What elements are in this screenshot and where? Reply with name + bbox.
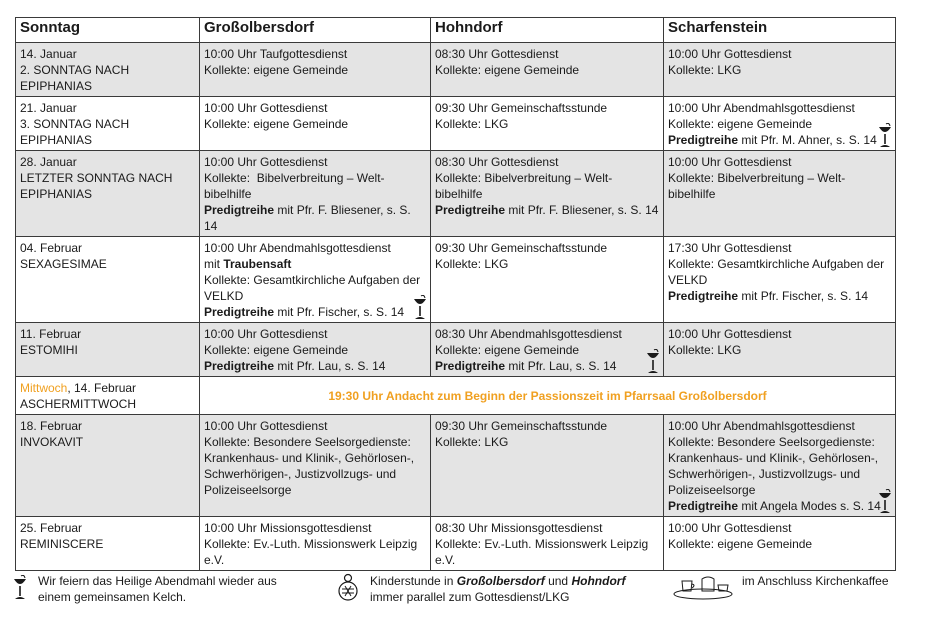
header-scharfenstein: Scharfenstein: [664, 18, 896, 43]
sunday-cell: [16, 323, 200, 377]
service-line: Kollekte: LKG: [435, 257, 509, 271]
service-line: 17:30 Uhr Gottesdienst: [668, 241, 792, 255]
schedule-row: [16, 415, 896, 517]
service-cell: [664, 415, 896, 517]
kids-and: und: [544, 574, 572, 588]
sunday-cell: [16, 415, 200, 517]
schedule-row: [16, 517, 896, 571]
sunday-cell: [16, 377, 200, 415]
predigt-text: mit Pfr. F. Bliesener, s. S. 14: [204, 203, 415, 233]
predigt-text: mit Pfr. Lau, s. S. 14: [277, 359, 386, 373]
legend: [0, 573, 925, 623]
service-line: 10:00 Uhr Gottesdienst: [204, 101, 328, 115]
predigt-line: [668, 498, 891, 514]
service-line: 10:00 Uhr Gottesdienst: [204, 155, 328, 169]
sunday-cell: [16, 517, 200, 571]
service-cell: [431, 415, 664, 517]
service-date: 04. Februar: [20, 241, 83, 255]
sunday-cell: [16, 43, 200, 97]
predigt-text: mit Pfr. M. Ahner, s. S. 14: [741, 133, 877, 147]
predigt-line: [204, 304, 426, 320]
service-line: Kollekte: Ev.-Luth. Missionswerk Leipzig e.V.: [435, 537, 652, 567]
service-line: Kollekte: Bibelverbreitung – Welt-bibelhilfe: [668, 171, 846, 201]
service-cell: [664, 517, 896, 571]
service-cell: [431, 43, 664, 97]
coffee-icon: [672, 573, 734, 601]
service-line: 10:00 Uhr Gottesdienst: [668, 327, 792, 341]
service-line: 08:30 Uhr Abendmahlsgottesdienst: [435, 327, 622, 341]
service-line: [204, 256, 426, 272]
predigt-label: Predigtreihe: [435, 359, 506, 373]
service-line: 08:30 Uhr Missionsgottesdienst: [435, 521, 603, 535]
service-line: 10:00 Uhr Gottesdienst: [668, 521, 792, 535]
legend-chalice-line2: einem gemeinsamen Kelch.: [38, 590, 187, 604]
midweek-date: , 14. Februar: [67, 381, 137, 395]
predigt-label: Predigtreihe: [668, 289, 739, 303]
service-cell: [431, 237, 664, 323]
service-cell: [431, 323, 664, 377]
predigt-line: [204, 358, 426, 374]
legend-kids-line2: immer parallel zum Gottesdienst/LKG: [370, 590, 570, 604]
service-line: Kollekte: Gesamtkirchliche Aufgaben der VELKD: [204, 273, 424, 303]
service-date: 11. Februar: [20, 327, 82, 341]
service-line: Kollekte: LKG: [668, 343, 742, 357]
header-hohndorf: Hohndorf: [431, 18, 664, 43]
midweek-day: Mittwoch: [20, 381, 68, 395]
service-cell: [431, 517, 664, 571]
sunday-name: 3. SONNTAG NACH EPIPHANIAS: [20, 117, 133, 147]
header-grossolbersdorf: Großolbersdorf: [200, 18, 431, 43]
predigt-label: Predigtreihe: [668, 499, 739, 513]
service-line: 10:00 Uhr Gottesdienst: [204, 419, 328, 433]
sunday-name: LETZTER SONNTAG NACH EPIPHANIAS: [20, 171, 176, 201]
service-cell: [664, 43, 896, 97]
extra-prefix: mit: [204, 257, 224, 271]
service-line: Kollekte: eigene Gemeinde: [204, 63, 349, 77]
chalice-icon: [877, 489, 893, 515]
service-line: Kollekte: eigene Gemeinde: [435, 343, 580, 357]
service-line: Kollekte: eigene Gemeinde: [204, 117, 349, 131]
predigt-text: mit Pfr. Fischer, s. S. 14: [741, 289, 869, 303]
schedule-row: [16, 97, 896, 151]
service-line: Kollekte: Bibelverbreitung – Welt-bibelhilfe: [204, 171, 385, 201]
predigt-text: mit Angela Modes s. S. 14: [741, 499, 881, 513]
service-cell: [200, 151, 431, 237]
schedule-row: [16, 323, 896, 377]
predigt-line: [435, 358, 659, 374]
header-row: [16, 18, 896, 43]
service-line: 10:00 Uhr Abendmahlsgottesdienst: [204, 241, 391, 255]
service-date: 25. Februar: [20, 521, 83, 535]
predigt-label: Predigtreihe: [204, 203, 275, 217]
predigt-label: Predigtreihe: [204, 305, 275, 319]
service-line: 10:00 Uhr Gottesdienst: [668, 155, 792, 169]
service-line: 10:00 Uhr Taufgottesdienst: [204, 47, 348, 61]
service-cell: [664, 97, 896, 151]
chalice-icon: [877, 123, 893, 149]
sunday-name: 2. SONNTAG NACH EPIPHANIAS: [20, 63, 133, 93]
service-cell: [200, 323, 431, 377]
service-line: 09:30 Uhr Gemeinschaftsstunde: [435, 419, 608, 433]
service-schedule-table: [15, 17, 896, 571]
predigt-text: mit Pfr. Fischer, s. S. 14: [277, 305, 405, 319]
chalice-icon: [412, 295, 428, 321]
extra-bold: Traubensaft: [223, 257, 292, 271]
legend-kids-line1: [370, 573, 625, 589]
service-date: 21. Januar: [20, 101, 77, 115]
sunday-cell: [16, 151, 200, 237]
service-line: Kollekte: Bibelverbreitung – Welt-bibelhilfe: [435, 171, 613, 201]
service-line: 10:00 Uhr Gottesdienst: [668, 47, 792, 61]
kids-prefix: Kinderstunde in: [370, 574, 457, 588]
service-cell: [200, 237, 431, 323]
sunday-cell: [16, 97, 200, 151]
service-line: Kollekte: Besondere Seelsorgedienste: Krankenhaus- und Klinik-, Gehörlosen-, Schwerhörigen-, Justizvollzugs- und Polizeiseelsorge: [668, 435, 882, 497]
legend-chalice-line1: Wir feiern das Heilige Abendmahl wieder aus: [38, 574, 277, 588]
service-line: Kollekte: eigene Gemeinde: [204, 343, 349, 357]
sunday-name: ESTOMIHI: [20, 343, 78, 357]
predigt-label: Predigtreihe: [204, 359, 275, 373]
service-line: Kollekte: eigene Gemeinde: [668, 537, 813, 551]
service-line: Kollekte: eigene Gemeinde: [435, 63, 580, 77]
service-line: 09:30 Uhr Gemeinschaftsstunde: [435, 241, 608, 255]
schedule-row: [16, 151, 896, 237]
predigt-text: mit Pfr. Lau, s. S. 14: [508, 359, 617, 373]
service-line: Kollekte: Gesamtkirchliche Aufgaben der VELKD: [668, 257, 888, 287]
predigt-line: [668, 132, 891, 148]
legend-coffee-text: im Anschluss Kirchenkaffee: [742, 574, 889, 588]
service-line: 08:30 Uhr Gottesdienst: [435, 155, 559, 169]
service-line: 10:00 Uhr Abendmahlsgottesdienst: [668, 101, 855, 115]
service-line: Kollekte: LKG: [435, 435, 509, 449]
predigt-text: mit Pfr. F. Bliesener, s. S. 14: [508, 203, 659, 217]
service-cell: [431, 151, 664, 237]
service-line: Kollekte: Besondere Seelsorgedienste: Krankenhaus- und Klinik-, Gehörlosen-, Schwerhörigen-, Justizvollzugs- und Polizeiseelsorge: [204, 435, 418, 497]
service-line: 10:00 Uhr Gottesdienst: [204, 327, 328, 341]
service-line: Kollekte: eigene Gemeinde: [668, 117, 813, 131]
predigt-line: [435, 202, 659, 218]
service-line: Kollekte: LKG: [668, 63, 742, 77]
header-sonntag: Sonntag: [16, 18, 200, 43]
predigt-line: [204, 202, 426, 234]
kids-place-1: Großolbersdorf: [456, 574, 545, 588]
predigt-label: Predigtreihe: [435, 203, 506, 217]
service-date: [20, 380, 195, 396]
service-cell: [200, 415, 431, 517]
sunday-name: SEXAGESIMAE: [20, 257, 107, 271]
schedule-row: [16, 43, 896, 97]
midweek-event: 19:30 Uhr Andacht zum Beginn der Passionszeit im Pfarrsaal Großolbersdorf: [200, 377, 896, 415]
kids-icon: [336, 573, 360, 603]
schedule-row: [16, 237, 896, 323]
service-cell: [664, 323, 896, 377]
predigt-label: Predigtreihe: [668, 133, 739, 147]
kids-place-2: Hohndorf: [571, 574, 626, 588]
chalice-icon: [645, 349, 661, 375]
sunday-name: REMINISCERE: [20, 537, 104, 551]
service-cell: [664, 151, 896, 237]
chalice-icon: [12, 575, 28, 601]
service-date: 28. Januar: [20, 155, 77, 169]
service-cell: [200, 517, 431, 571]
service-cell: [431, 97, 664, 151]
predigt-line: [668, 288, 891, 304]
service-line: 10:00 Uhr Missionsgottesdienst: [204, 521, 372, 535]
service-cell: [200, 97, 431, 151]
service-line: 08:30 Uhr Gottesdienst: [435, 47, 559, 61]
service-date: 14. Januar: [20, 47, 77, 61]
sunday-name: INVOKAVIT: [20, 435, 84, 449]
service-line: Kollekte: Ev.-Luth. Missionswerk Leipzig e.V.: [204, 537, 421, 567]
service-cell: [200, 43, 431, 97]
service-line: Kollekte: LKG: [435, 117, 509, 131]
service-line: 09:30 Uhr Gemeinschaftsstunde: [435, 101, 608, 115]
service-cell: [664, 237, 896, 323]
service-date: 18. Februar: [20, 419, 83, 433]
sunday-cell: [16, 237, 200, 323]
service-line: 10:00 Uhr Abendmahlsgottesdienst: [668, 419, 855, 433]
sunday-name: ASCHERMITTWOCH: [20, 397, 136, 411]
midweek-row: [16, 377, 896, 415]
